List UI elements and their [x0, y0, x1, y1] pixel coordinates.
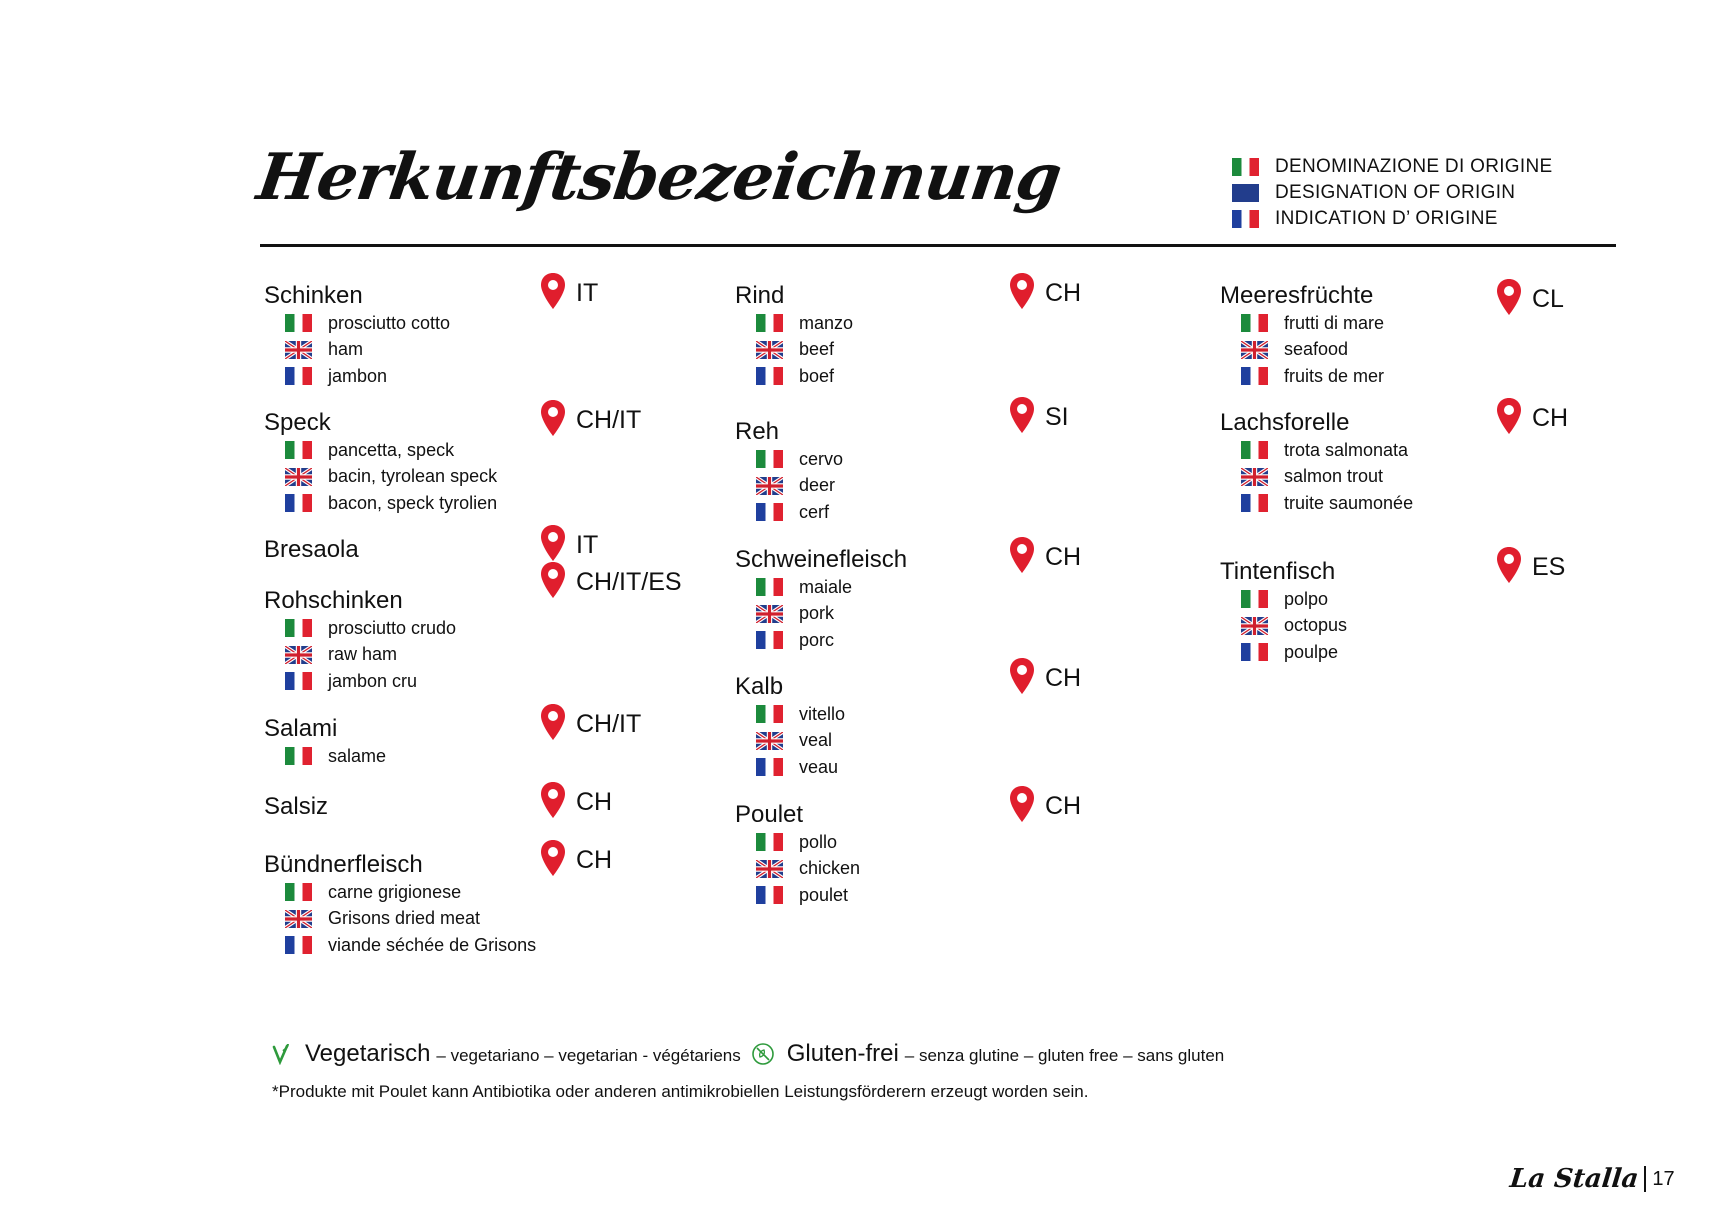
translation-text: pollo — [799, 831, 838, 852]
uk-flag-icon — [285, 341, 312, 359]
translation-row — [264, 879, 536, 906]
product-item — [1220, 409, 1413, 517]
product-item — [735, 418, 843, 526]
translation-text: pancetta, speck — [328, 439, 455, 460]
translation-row — [264, 906, 536, 933]
translation-text: deer — [799, 475, 836, 496]
translation-row — [735, 310, 853, 337]
translation-text: boef — [799, 365, 835, 386]
italy-flag-icon — [285, 747, 312, 765]
italy-flag-icon — [756, 578, 783, 596]
uk-flag-icon — [756, 477, 783, 495]
translation-row — [1220, 310, 1384, 337]
legend-row-fr — [1232, 206, 1552, 232]
france-flag-icon — [285, 936, 312, 954]
product-name: Salami — [264, 715, 338, 742]
location-pin-icon — [540, 839, 566, 877]
italy-flag-icon — [756, 833, 783, 851]
france-flag-icon — [756, 503, 783, 521]
translation-row — [735, 446, 843, 473]
translation-row — [735, 856, 860, 883]
italy-flag-icon — [285, 441, 312, 459]
product-name: Salsiz — [264, 793, 329, 820]
origin-code: CH — [576, 846, 613, 874]
translation-text: fruits de mer — [1284, 365, 1385, 386]
location-pin-icon — [540, 399, 566, 437]
product-name: Poulet — [735, 801, 804, 828]
product-item — [735, 546, 907, 654]
france-flag-icon — [1241, 367, 1268, 385]
product-item — [264, 282, 450, 390]
italy-flag-icon — [1241, 441, 1268, 459]
france-flag-icon — [756, 367, 783, 385]
origin-code: CH — [1045, 279, 1082, 307]
origin-code: CH — [1045, 792, 1082, 820]
translation-text: veau — [799, 756, 839, 777]
origin-code: CH — [1045, 664, 1082, 692]
product-name: Schinken — [264, 282, 363, 309]
translation-row — [1220, 363, 1384, 390]
translation-row — [264, 464, 497, 491]
location-pin-icon — [540, 272, 566, 310]
translation-row — [264, 490, 497, 517]
france-flag-icon — [756, 631, 783, 649]
origin-code: CH — [1045, 543, 1082, 571]
italy-flag-icon — [1232, 158, 1259, 176]
translation-text: cervo — [799, 448, 844, 469]
product-item — [1220, 282, 1384, 390]
origin-badge — [1496, 397, 1568, 435]
origin-badge — [540, 561, 682, 599]
translation-text: trota salmonata — [1284, 439, 1409, 460]
origin-badge — [1009, 396, 1069, 434]
product-item — [735, 801, 860, 909]
origin-badge — [540, 781, 612, 819]
translation-text: manzo — [799, 312, 854, 333]
location-pin-icon — [1009, 536, 1035, 574]
product-name: Kalb — [735, 673, 784, 700]
footnote: *Produkte mit Poulet kann Antibiotika oder anderen antimikrobiellen Leistungsförderern erzeugt worden sein. — [272, 1082, 1089, 1101]
translation-row — [264, 642, 456, 669]
location-pin-icon — [1009, 272, 1035, 310]
translation-text: Grisons dried meat — [328, 908, 481, 929]
translation-row — [1220, 337, 1384, 364]
origin-code: CH — [576, 788, 613, 816]
location-pin-icon — [1009, 785, 1035, 823]
translation-text: veal — [799, 730, 833, 751]
origin-badge — [540, 272, 598, 310]
translation-row — [735, 499, 843, 526]
translation-row — [735, 754, 845, 781]
location-pin-icon — [1496, 546, 1522, 584]
location-pin-icon — [1009, 396, 1035, 434]
translation-row — [735, 728, 845, 755]
legend-row-uk — [1232, 180, 1552, 206]
product-item — [735, 282, 853, 390]
uk-flag-icon — [756, 605, 783, 623]
legend-label: DENOMINAZIONE DI ORIGINE — [1275, 156, 1553, 177]
translation-row — [735, 829, 860, 856]
translation-row — [264, 310, 450, 337]
france-flag-icon — [285, 672, 312, 690]
france-flag-icon — [756, 886, 783, 904]
uk-flag-icon — [756, 341, 783, 359]
translation-row — [1220, 464, 1413, 491]
italy-flag-icon — [285, 619, 312, 637]
translation-text: beef — [799, 339, 835, 360]
vegetarian-translations: – vegetariano – vegetarian - végétariens — [436, 1046, 741, 1065]
product-item — [264, 715, 386, 770]
italy-flag-icon — [756, 705, 783, 723]
translation-text: prosciutto cotto — [328, 312, 451, 333]
translation-text: prosciutto crudo — [328, 617, 457, 638]
location-pin-icon — [540, 561, 566, 599]
location-pin-icon — [1496, 397, 1522, 435]
uk-flag-icon — [285, 468, 312, 486]
translation-row — [1220, 639, 1347, 666]
uk-flag-icon — [285, 910, 312, 928]
translation-text: polpo — [1284, 588, 1329, 609]
translation-text: frutti di mare — [1284, 312, 1385, 333]
origin-code: CH/IT/ES — [576, 568, 682, 596]
translation-row — [735, 337, 853, 364]
diet-legend — [271, 1040, 1224, 1068]
translation-row — [264, 615, 456, 642]
translation-text: cerf — [799, 501, 830, 522]
product-item — [735, 673, 845, 781]
product-name: Schweinefleisch — [735, 546, 908, 573]
translation-row — [264, 437, 497, 464]
location-pin-icon — [540, 703, 566, 741]
italy-flag-icon — [756, 450, 783, 468]
uk-flag-icon — [285, 646, 312, 664]
uk-flag-icon — [1241, 617, 1268, 635]
translation-row — [264, 337, 450, 364]
france-flag-icon — [285, 367, 312, 385]
translation-row — [735, 473, 843, 500]
product-name: Rohschinken — [264, 587, 403, 614]
uk-flag-icon — [1232, 184, 1259, 202]
location-pin-icon — [540, 781, 566, 819]
origin-badge — [1009, 785, 1081, 823]
italy-flag-icon — [285, 883, 312, 901]
translation-text: jambon — [328, 365, 388, 386]
product-item — [264, 536, 359, 564]
italy-flag-icon — [285, 314, 312, 332]
brand-footer — [1510, 1164, 1675, 1194]
origin-code: CL — [1532, 285, 1564, 313]
translation-text: salmon trout — [1284, 466, 1384, 487]
origin-code: CH/IT — [576, 406, 642, 434]
italy-flag-icon — [1241, 590, 1268, 608]
translation-text: raw ham — [328, 644, 398, 665]
product-name: Reh — [735, 418, 780, 445]
italy-flag-icon — [756, 314, 783, 332]
translation-text: pork — [799, 603, 835, 624]
origin-badge — [1496, 546, 1565, 584]
product-item — [264, 851, 536, 959]
product-name: Bündnerfleisch — [264, 851, 423, 878]
origin-code: SI — [1045, 403, 1069, 431]
france-flag-icon — [756, 758, 783, 776]
france-flag-icon — [285, 494, 312, 512]
translation-row — [735, 882, 860, 909]
translation-text: porc — [799, 629, 835, 650]
origin-badge — [540, 524, 598, 562]
gluten-free-translations: – senza glutine – gluten free – sans gluten — [904, 1046, 1225, 1065]
translation-text: seafood — [1284, 339, 1349, 360]
product-item — [264, 587, 456, 695]
location-pin-icon — [1009, 657, 1035, 695]
translation-text: salame — [328, 745, 387, 766]
origin-code: ES — [1532, 553, 1566, 581]
origin-code: CH/IT — [576, 710, 642, 738]
header-divider — [260, 244, 1616, 247]
translation-text: jambon cru — [328, 670, 418, 691]
origin-badge — [1009, 272, 1081, 310]
translation-text: chicken — [799, 858, 861, 879]
translation-row — [264, 743, 386, 770]
brand-separator — [1644, 1166, 1646, 1192]
translation-text: poulet — [799, 884, 849, 905]
translation-row — [1220, 586, 1347, 613]
origin-badge — [540, 399, 641, 437]
location-pin-icon — [1496, 278, 1522, 316]
translation-row — [264, 363, 450, 390]
translation-row — [735, 627, 907, 654]
product-name: Rind — [735, 282, 785, 309]
translation-text: bacin, tyrolean speck — [328, 466, 498, 487]
translation-text: vitello — [799, 703, 846, 724]
product-name: Meeresfrüchte — [1220, 282, 1374, 309]
vegetarian-leaf-icon — [271, 1043, 291, 1065]
translation-row — [735, 701, 845, 728]
vegetarian-label: Vegetarisch — [305, 1040, 431, 1067]
brand-logo: La Stalla — [1508, 1164, 1640, 1194]
product-item — [264, 409, 497, 517]
origin-code: CH — [1532, 404, 1569, 432]
translation-row — [735, 363, 853, 390]
uk-flag-icon — [1241, 341, 1268, 359]
legend-label: INDICATION D’ ORIGINE — [1275, 208, 1498, 229]
flag-legend — [1232, 154, 1552, 232]
product-name: Lachsforelle — [1220, 409, 1350, 436]
product-item — [1220, 558, 1347, 666]
france-flag-icon — [1241, 494, 1268, 512]
product-name: Speck — [264, 409, 331, 436]
origin-badge — [1009, 536, 1081, 574]
origin-badge — [1009, 657, 1081, 695]
product-name: Tintenfisch — [1220, 558, 1336, 585]
origin-badge — [1496, 278, 1564, 316]
translation-text: ham — [328, 339, 364, 360]
translation-row — [1220, 437, 1413, 464]
legend-row-it — [1232, 154, 1552, 180]
uk-flag-icon — [756, 860, 783, 878]
translation-text: bacon, speck tyrolien — [328, 492, 498, 513]
page-title: Herkunftsbezeichnung — [252, 140, 1066, 215]
translation-text: viande séchée de Grisons — [328, 934, 537, 955]
translation-row — [735, 601, 907, 628]
origin-code: IT — [576, 531, 599, 559]
gluten-free-icon — [751, 1042, 775, 1066]
uk-flag-icon — [756, 732, 783, 750]
legend-label: DESIGNATION OF ORIGIN — [1275, 182, 1516, 203]
translation-row — [1220, 613, 1347, 640]
france-flag-icon — [1241, 643, 1268, 661]
translation-row — [264, 932, 536, 959]
translation-text: maiale — [799, 576, 853, 597]
uk-flag-icon — [1241, 468, 1268, 486]
france-flag-icon — [1232, 210, 1259, 228]
origin-badge — [540, 839, 612, 877]
translation-row — [264, 668, 456, 695]
translation-row — [1220, 490, 1413, 517]
translation-text: carne grigionese — [328, 881, 462, 902]
product-item — [264, 793, 328, 821]
product-name: Bresaola — [264, 536, 359, 563]
origin-badge — [540, 703, 641, 741]
translation-text: octopus — [1284, 615, 1348, 636]
translation-text: poulpe — [1284, 641, 1339, 662]
location-pin-icon — [540, 524, 566, 562]
page-number: 17 — [1652, 1167, 1675, 1190]
origin-code: IT — [576, 279, 599, 307]
translation-text: truite saumonée — [1284, 492, 1414, 513]
translation-row — [735, 574, 907, 601]
gluten-free-label: Gluten-frei — [786, 1040, 899, 1067]
italy-flag-icon — [1241, 314, 1268, 332]
